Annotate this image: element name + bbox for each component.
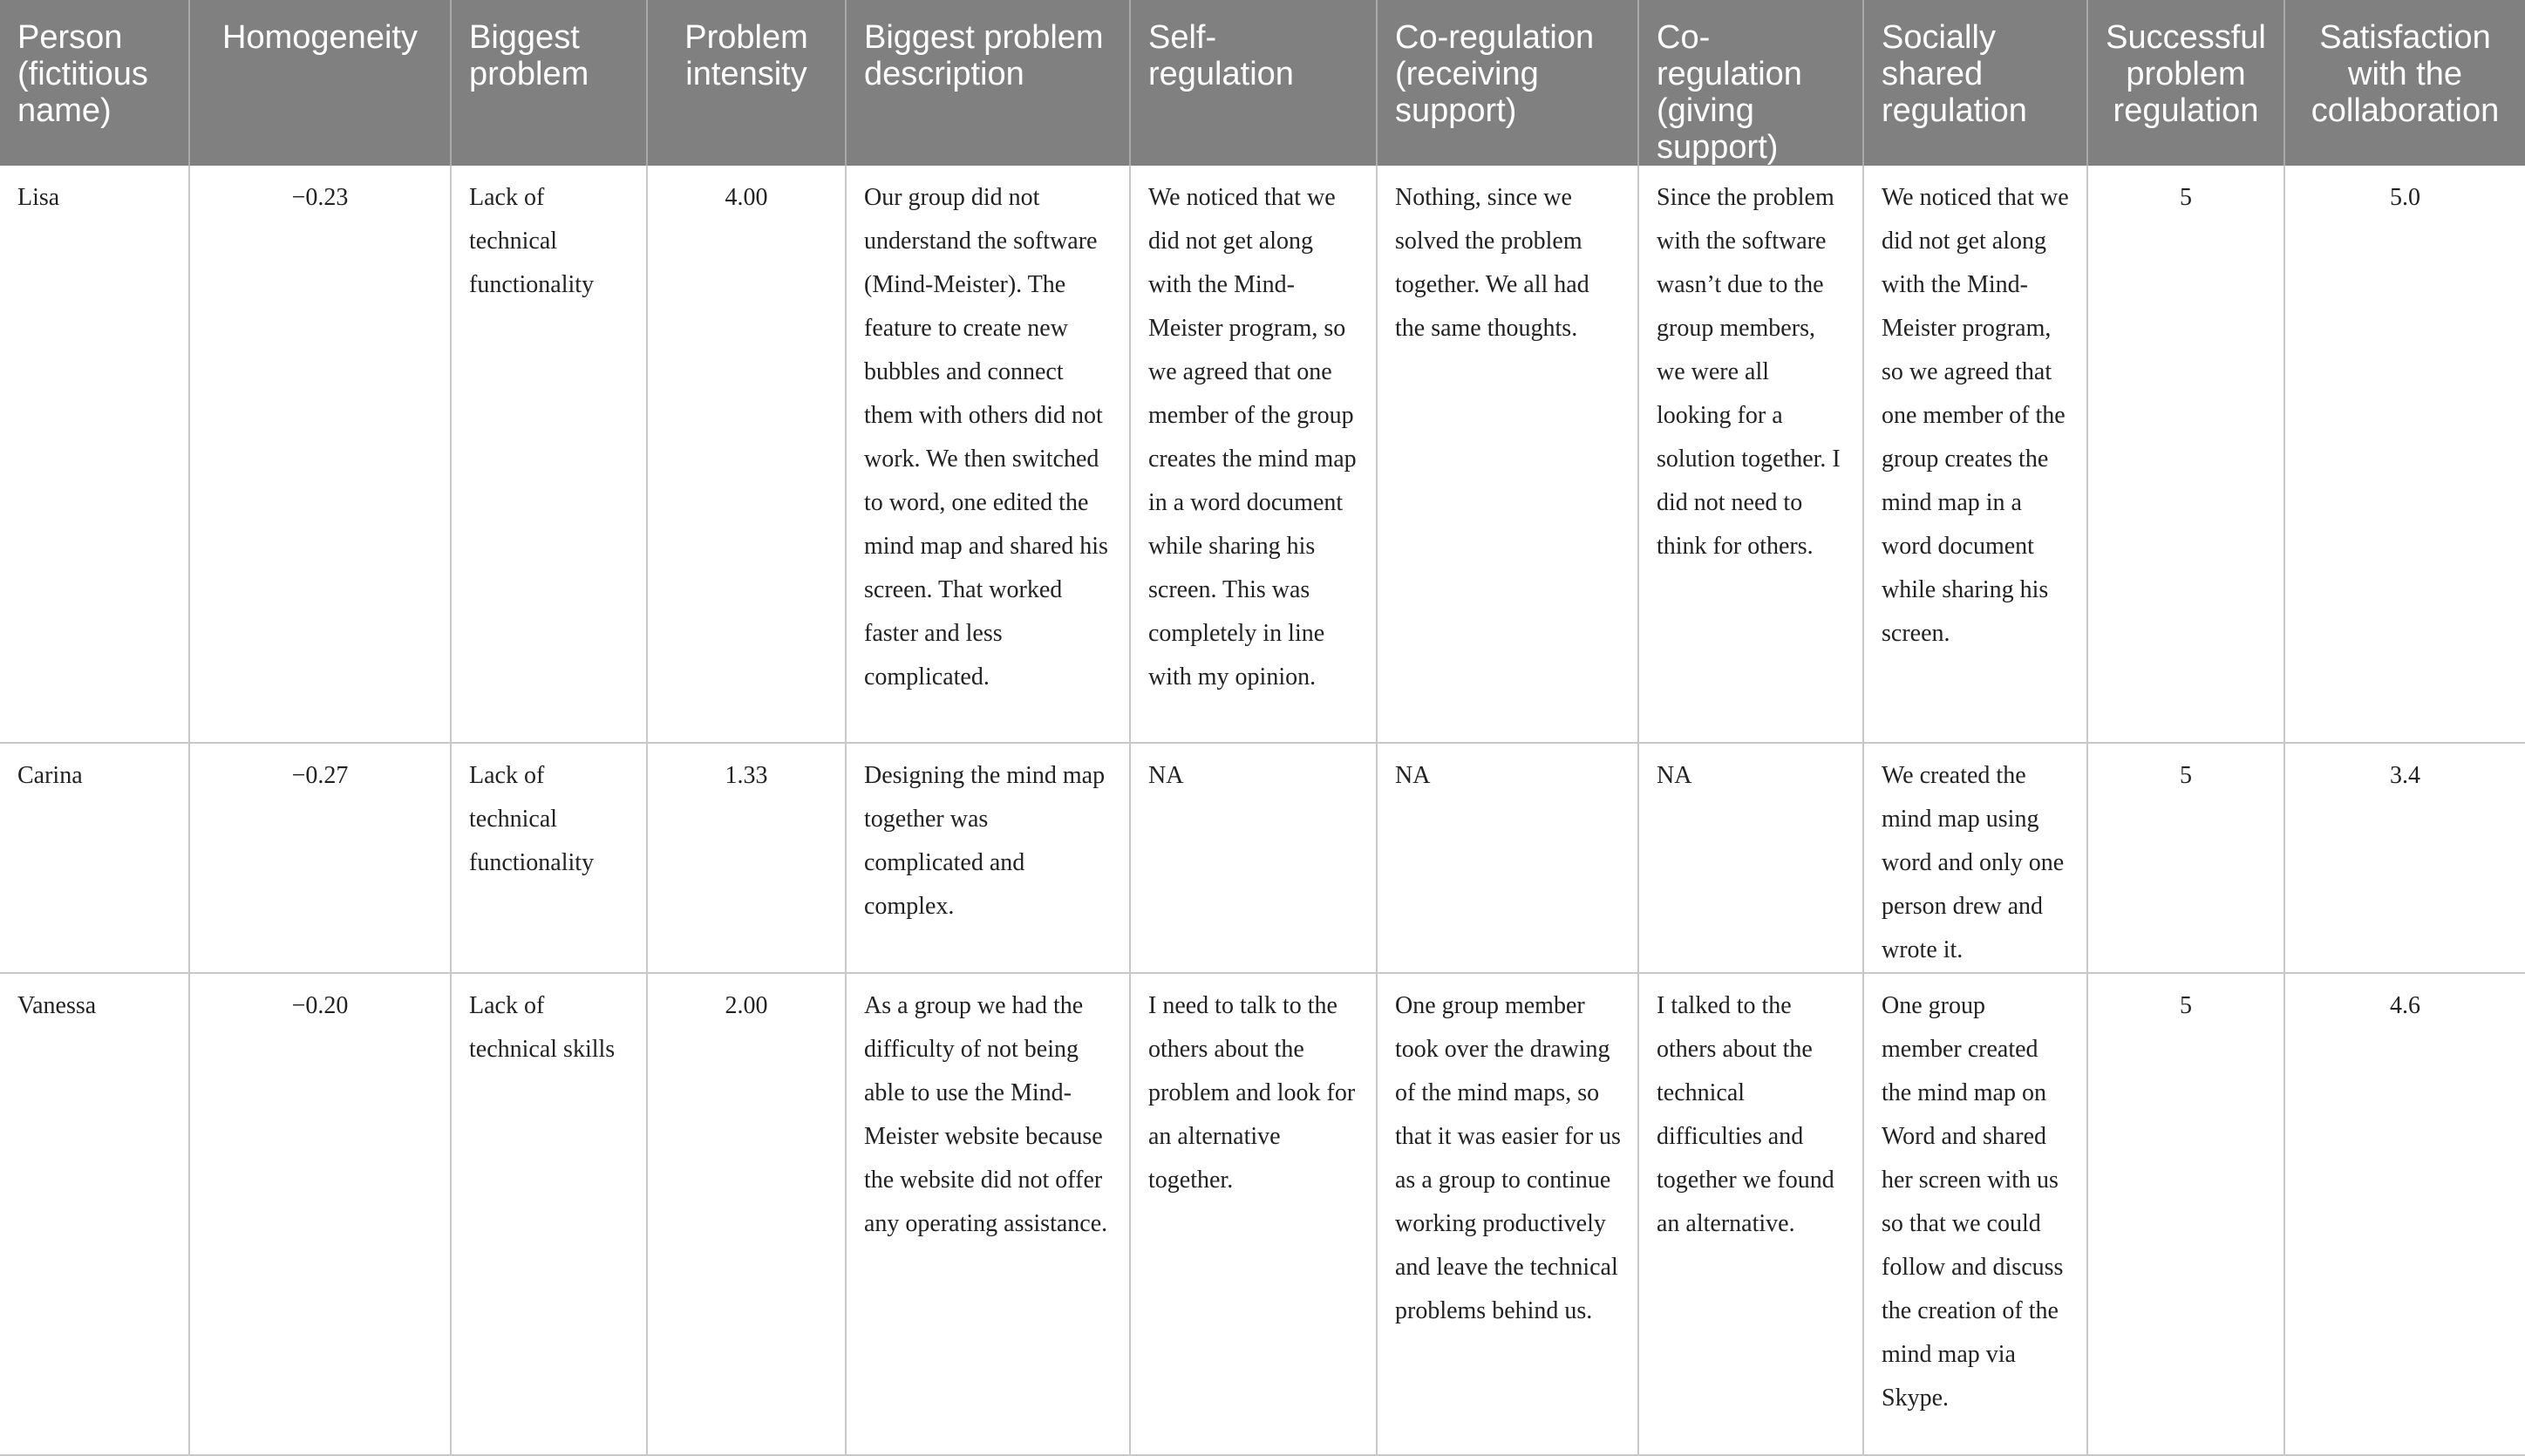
cell-homogeneity: −0.23: [189, 166, 451, 743]
cell-successful-problem-regulation: 5: [2087, 743, 2284, 973]
table-body: [0, 166, 2525, 1455]
cell-person: Vanessa: [0, 973, 189, 1455]
cell-self-regulation: I need to talk to the others about the problem and look for an alternative together.: [1130, 973, 1377, 1455]
cell-problem-intensity: 4.00: [647, 166, 846, 743]
cell-co-regulation-receiving: Nothing, since we solved the problem together. We all had the same thoughts.: [1377, 166, 1638, 743]
cell-co-regulation-giving: I talked to the others about the technical difficulties and together we found an alternative.: [1638, 973, 1863, 1455]
cell-problem-intensity: 1.33: [647, 743, 846, 973]
cell-person: Lisa: [0, 166, 189, 743]
cell-co-regulation-giving: NA: [1638, 743, 1863, 973]
cell-person: Carina: [0, 743, 189, 973]
cell-co-regulation-giving: Since the problem with the software wasn’t due to the group members, we were all looking for a solution together. I did not need to think for others.: [1638, 166, 1863, 743]
cell-socially-shared-regulation: We noticed that we did not get along with the Mind-Meister program, so we agreed that one member of the group creates the mind map in a word document while sharing his screen.: [1863, 166, 2087, 743]
cell-biggest-problem-description: Our group did not understand the software (Mind-Meister). The feature to create new bubbles and connect them with others did not work. We then switched to word, one edited the mind map and shared his screen. That worked faster and less complicated.: [846, 166, 1130, 743]
table-row: [0, 973, 2525, 1455]
cell-self-regulation: NA: [1130, 743, 1377, 973]
cell-successful-problem-regulation: 5: [2087, 166, 2284, 743]
header-socially-shared-regulation: Socially shared regulation: [1863, 0, 2087, 166]
cell-self-regulation: We noticed that we did not get along with the Mind-Meister program, so we agreed that one member of the group creates the mind map in a word document while sharing his screen. This was completely in line with my opinion.: [1130, 166, 1377, 743]
header-successful-problem-regulation: Successful problem regulation: [2087, 0, 2284, 166]
cell-homogeneity: −0.20: [189, 973, 451, 1455]
header-homogeneity: Homogeneity: [189, 0, 451, 166]
cell-satisfaction: 4.6: [2284, 973, 2525, 1455]
cell-biggest-problem-description: As a group we had the difficulty of not being able to use the Mind-Meister website because the website did not offer any operating assistance.: [846, 973, 1130, 1455]
header-self-regulation: Self-regulation: [1130, 0, 1377, 166]
cell-biggest-problem: Lack of technical functionality: [451, 166, 647, 743]
cell-biggest-problem: Lack of technical skills: [451, 973, 647, 1455]
table-row: [0, 743, 2525, 973]
header-satisfaction: Satisfaction with the collaboration: [2284, 0, 2525, 166]
cell-biggest-problem-description: Designing the mind map together was complicated and complex.: [846, 743, 1130, 973]
header-biggest-problem-description: Biggest problem description: [846, 0, 1130, 166]
header-co-regulation-receiving: Co-regulation (receiving support): [1377, 0, 1638, 166]
cell-problem-intensity: 2.00: [647, 973, 846, 1455]
cell-socially-shared-regulation: One group member created the mind map on Word and shared her screen with us so that we could follow and discuss the creation of the mind map via Skype.: [1863, 973, 2087, 1455]
cell-satisfaction: 3.4: [2284, 743, 2525, 973]
cell-socially-shared-regulation: We created the mind map using word and only one person drew and wrote it.: [1863, 743, 2087, 973]
header-problem-intensity: Problem intensity: [647, 0, 846, 166]
table-row: [0, 166, 2525, 743]
table-header: [0, 0, 2525, 166]
cell-homogeneity: −0.27: [189, 743, 451, 973]
cell-satisfaction: 5.0: [2284, 166, 2525, 743]
header-biggest-problem: Biggest problem: [451, 0, 647, 166]
cell-biggest-problem: Lack of technical functionality: [451, 743, 647, 973]
cell-co-regulation-receiving: One group member took over the drawing of the mind maps, so that it was easier for us as a group to continue working productively and leave the technical problems behind us.: [1377, 973, 1638, 1455]
header-person: Person (fictitious name): [0, 0, 189, 166]
header-co-regulation-giving: Co-regulation (giving support): [1638, 0, 1863, 166]
cell-co-regulation-receiving: NA: [1377, 743, 1638, 973]
cell-successful-problem-regulation: 5: [2087, 973, 2284, 1455]
header-row: [0, 0, 2525, 166]
